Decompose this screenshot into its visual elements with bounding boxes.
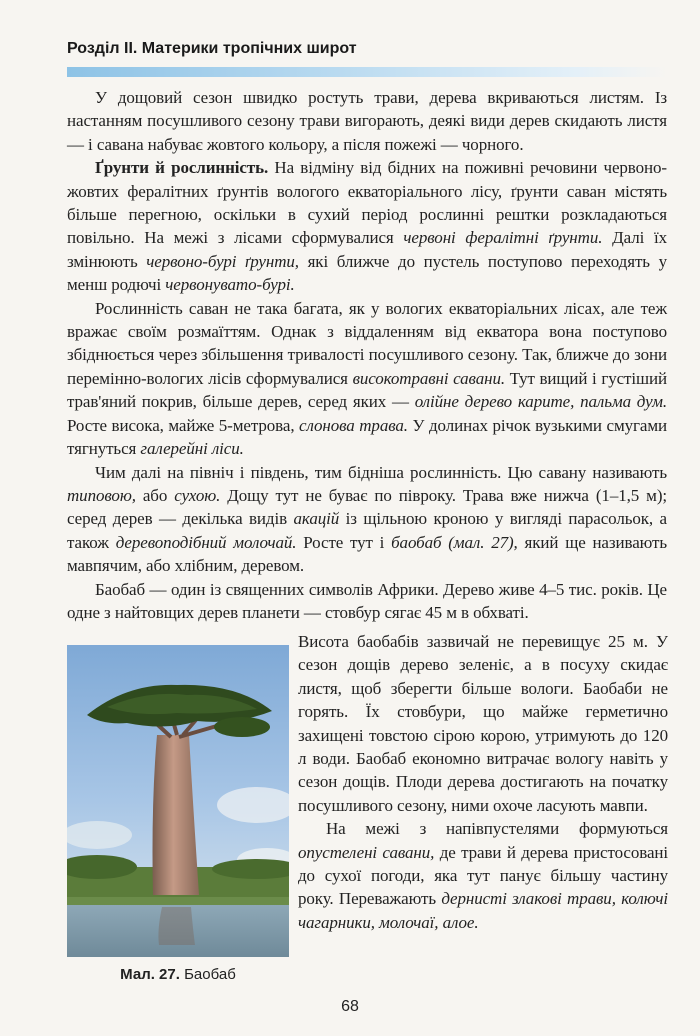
figure-label: Мал. 27. [120, 966, 180, 983]
text-run: Чим далі на північ і південь, тим бідніша рослинність. Цю савану називають [95, 462, 667, 482]
term: червонувато-бурі. [165, 275, 295, 295]
paragraph-4 [67, 461, 667, 578]
figure-reference: баобаб (мал. 27), [391, 532, 518, 552]
text-run: На відміну від бідних на поживні речовини червоно-жовтих фералітних ґрунтів вологого екваторіального лісу, ґрунти саван містять більше перегною, оскільки в сухий період рослинні рештки розкладаються повільно. На межі з лісами сформувалися [67, 158, 667, 248]
text-run: Тут вищий і густіший трав'яний покрив, більше дерев, серед яких — [67, 368, 667, 412]
term: дернисті злакові трави, колючі чагарники, молочаї, алое. [298, 889, 668, 932]
text-run: Дощу тут не буває по півроку. Трава вже нижча (1–1,5 м); серед дерев — декілька видів [67, 485, 668, 529]
section-header: Розділ ІІ. Материки тропічних широт [67, 40, 357, 57]
paragraph-5-top: Баобаб — один із священних символів Африки. Дерево живе 4–5 тис. років. Це одне з найтовщих дерев планети — стовбур сягає 45 м в обхваті. [67, 579, 667, 622]
side-text [298, 630, 668, 934]
text-run: або [135, 485, 175, 505]
paragraph-5-side: Висота баобабів зазвичай не перевищує 25 м. У сезон дощів дерево зеленіє, а в посуху скидає листя, щоб зберегти більше вологи. Баобаби не горять. Їх стовбури, що майже герметично захищені товстою сірою корою, утримують до 120 л води. Баобаб економно витрачає вологу навіть у сезон дощів. Плоди дерева достигають на початку посушливого сезону, ними охоче ласують мавпи. [298, 632, 668, 815]
soils-heading: Ґрунти й рослинність. [95, 158, 269, 178]
paragraph-2 [67, 156, 667, 296]
term: сухою. [174, 485, 221, 505]
text-run: із щільною кроною у вигляді парасольок, а також [67, 509, 667, 552]
term: типовою, [67, 485, 136, 505]
main-text [67, 86, 667, 624]
term: акацій [293, 509, 340, 529]
header-bar [67, 67, 667, 77]
figure-caption [67, 966, 289, 983]
text-run: Росте тут і [296, 532, 392, 552]
term: галерейні ліси. [140, 439, 244, 459]
text-run: Росте висока, майже 5-метрова, [67, 415, 300, 435]
term: опустелені савани, [298, 842, 435, 862]
text-run: Далі їх змінюють [67, 228, 667, 271]
page-number: 68 [341, 998, 359, 1015]
paragraph-1: У дощовий сезон швидко ростуть трави, дерева вкриваються листям. Із настанням посушливого сезону трави вигорають, деякі види дерев скидають листя — і савана набуває жовтого кольору, а після пожежі — чорного. [67, 88, 667, 154]
paragraph-3 [67, 297, 667, 461]
text-run: На межі з напівпустелями формуються [326, 819, 668, 839]
text-run: Рослинність саван не така багата, як у вологих екваторіальних лісах, але теж вражає своїм розмаїттям. Однак з віддаленням від екватора вона поступово збіднюється через збільшення тривалості посушливого сезону. Так, ближче до зони перемінно-вологих лісів сформувалися [67, 298, 667, 388]
text-run: У долинах річок вузькими смугами тягнуться [67, 415, 667, 459]
text-run: які ближче до пустель поступово переходять у менш родючі [67, 251, 667, 295]
term: олійне дерево карите, пальма дум. [414, 392, 667, 412]
paragraph-6 [298, 817, 668, 934]
baobab-photo [67, 645, 289, 957]
text-run: де трави й дерева пристосовані до сухої погоди, яка тут панує більшу частину року. Переважають [298, 842, 669, 909]
term: червоно-бурі ґрунти, [146, 251, 299, 271]
figure-caption-text: Баобаб [179, 966, 236, 983]
term: червоні фералітні ґрунти. [403, 228, 603, 248]
term: деревоподібний молочай. [115, 532, 297, 552]
term: високотравні савани. [352, 368, 505, 388]
text-run: який ще називають мавпячим, або хлібним, деревом. [67, 532, 668, 576]
term: слонова трава. [299, 415, 408, 435]
